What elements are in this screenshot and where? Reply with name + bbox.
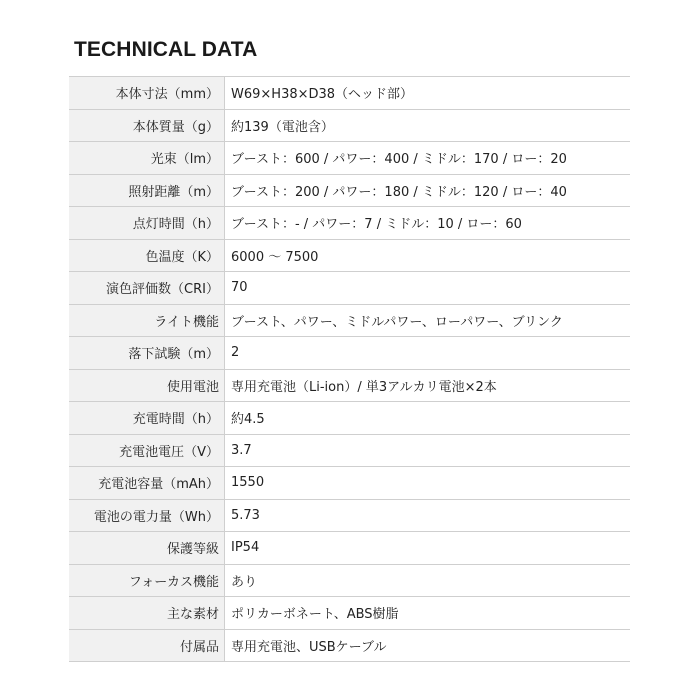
spec-table (69, 76, 630, 662)
spec-value: 約4.5 (225, 402, 631, 435)
spec-row-materials (69, 597, 630, 630)
spec-value: 70 (225, 272, 631, 305)
spec-value: IP54 (225, 532, 631, 565)
spec-row-beam-distance (69, 174, 630, 207)
spec-value: 1550 (225, 467, 631, 500)
spec-value: あり (225, 564, 631, 597)
spec-row-dimensions (69, 77, 630, 110)
spec-label: 色温度（K） (69, 239, 225, 272)
spec-label: 主な素材 (69, 597, 225, 630)
spec-label: 保護等級 (69, 532, 225, 565)
spec-label: 落下試験（m） (69, 337, 225, 370)
spec-label: 本体質量（g） (69, 109, 225, 142)
spec-row-cri (69, 272, 630, 305)
spec-value: 5.73 (225, 499, 631, 532)
spec-label: 充電池容量（mAh） (69, 467, 225, 500)
spec-row-battery-energy (69, 499, 630, 532)
spec-label: 電池の電力量（Wh） (69, 499, 225, 532)
page-title: TECHNICAL DATA (74, 38, 258, 61)
spec-label: 光束（lm） (69, 142, 225, 175)
spec-value: ブースト、パワー、ミドルパワー、ローパワー、ブリンク (225, 304, 631, 337)
spec-label: フォーカス機能 (69, 564, 225, 597)
spec-label: 使用電池 (69, 369, 225, 402)
spec-row-charge-time (69, 402, 630, 435)
spec-value: 2 (225, 337, 631, 370)
spec-row-battery-capacity (69, 467, 630, 500)
spec-label: 充電時間（h） (69, 402, 225, 435)
spec-value: 専用充電池（Li-ion）/ 単3アルカリ電池×2本 (225, 369, 631, 402)
spec-row-battery-voltage (69, 434, 630, 467)
spec-label: 付属品 (69, 629, 225, 662)
spec-label: 演色評価数（CRI） (69, 272, 225, 305)
spec-value: W69×H38×D38（ヘッド部） (225, 77, 631, 110)
spec-row-battery-type (69, 369, 630, 402)
spec-row-drop-test (69, 337, 630, 370)
spec-row-run-time (69, 207, 630, 240)
spec-label: 点灯時間（h） (69, 207, 225, 240)
spec-label: ライト機能 (69, 304, 225, 337)
spec-value: 3.7 (225, 434, 631, 467)
spec-value: ポリカーボネート、ABS樹脂 (225, 597, 631, 630)
spec-value: 専用充電池、USBケーブル (225, 629, 631, 662)
spec-row-focus-function (69, 564, 630, 597)
spec-value: 約139（電池含） (225, 109, 631, 142)
spec-label: 本体寸法（mm） (69, 77, 225, 110)
spec-value: ブースト：600 / パワー：400 / ミドル：170 / ロー：20 (225, 142, 631, 175)
spec-row-accessories (69, 629, 630, 662)
spec-value: 6000 〜 7500 (225, 239, 631, 272)
spec-label: 照射距離（m） (69, 174, 225, 207)
spec-row-light-modes (69, 304, 630, 337)
spec-value: ブースト：200 / パワー：180 / ミドル：120 / ロー：40 (225, 174, 631, 207)
spec-row-weight (69, 109, 630, 142)
spec-label: 充電池電圧（V） (69, 434, 225, 467)
spec-row-protection-rating (69, 532, 630, 565)
spec-row-color-temperature (69, 239, 630, 272)
spec-row-luminous-flux (69, 142, 630, 175)
spec-value: ブースト：- / パワー：7 / ミドル：10 / ロー：60 (225, 207, 631, 240)
